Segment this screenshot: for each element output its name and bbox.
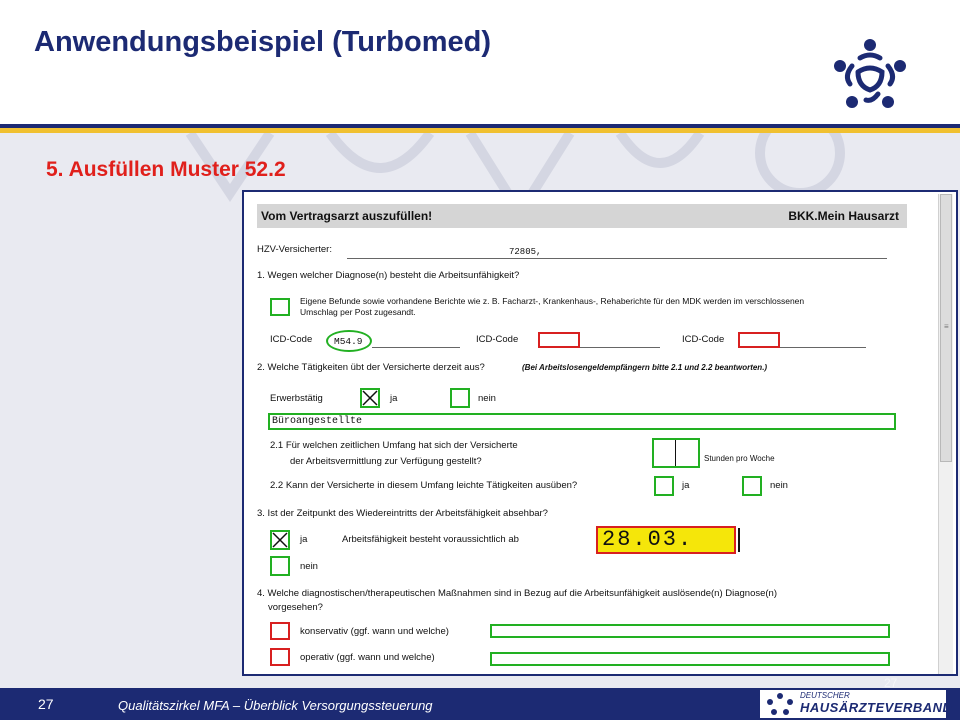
taetigkeit-field[interactable]: [268, 413, 896, 430]
q3-nein-checkbox[interactable]: [270, 556, 290, 576]
arbeitsfaehig-ab-date-value: 28.03.: [602, 527, 694, 552]
muster-52-form: [244, 192, 934, 674]
hausaerzteverband-logo: [760, 690, 953, 718]
footer-text: Qualitätszirkel MFA – Überblick Versorgungssteuerung: [118, 698, 433, 713]
section-subtitle: 5. Ausfüllen Muster 52.2: [46, 158, 286, 181]
brand-small: DEUTSCHER: [800, 691, 850, 700]
q21-line2: der Arbeitsvermittlung zur Verfügung gestellt?: [290, 456, 482, 467]
icd-value-1: M54.9: [334, 336, 363, 347]
icd-underline-3: [780, 347, 866, 348]
q1-note-line1: Eigene Befunde sowie vorhandene Berichte wie z. B. Facharzt-, Krankenhaus-, Rehaberichte für den MDK werden im verschlossenen: [300, 296, 805, 306]
operativ-checkbox[interactable]: [270, 648, 290, 666]
q21-line1: 2.1 Für welchen zeitlichen Umfang hat sich der Versicherte: [270, 440, 518, 451]
q22-nein-checkbox[interactable]: [742, 476, 762, 496]
q1-note-line2: Umschlag per Post zugesandt.: [300, 307, 416, 317]
erwerbstaetig-ja-checkbox[interactable]: [360, 388, 380, 408]
icd-field-3[interactable]: [738, 332, 780, 348]
form-screenshot: [242, 190, 958, 676]
stunden-field[interactable]: [652, 438, 700, 468]
question-2: 2. Welche Tätigkeiten übt der Versicherte derzeit aus?: [257, 362, 485, 373]
befunde-checkbox[interactable]: [270, 298, 290, 316]
q3-ja-checkbox[interactable]: [270, 530, 290, 550]
arbeitsfaehig-ab-date-field[interactable]: [596, 526, 736, 554]
operativ-field[interactable]: [490, 652, 890, 666]
question-2-note: (Bei Arbeitslosengeldempfängern bitte 2.1 und 2.2 beantworten.): [522, 363, 768, 372]
question-4-line1: 4. Welche diagnostischen/therapeutischen Maßnahmen sind in Bezug auf die Arbeitsunfähigkeit auslösende(n) Diagnose(n): [257, 588, 778, 599]
icd-underline-1: [372, 347, 460, 348]
question-4-line2: vorgesehen?: [268, 602, 323, 613]
form-header-right: BKK.Mein Hausarzt: [788, 209, 899, 223]
checkbox-x-icon: [272, 532, 288, 548]
q22-nein-label: nein: [770, 480, 788, 491]
scroll-grip-icon: ≡: [944, 322, 949, 331]
icd-label-1: ICD-Code: [270, 334, 313, 345]
icd-field-2[interactable]: [538, 332, 580, 348]
erwerbstaetig-nein-label: nein: [478, 393, 496, 404]
footer-bar: [0, 688, 960, 720]
question-3: 3. Ist der Zeitpunkt des Wiedereintritts der Arbeitsfähigkeit absehbar?: [257, 508, 548, 519]
form-header: [257, 204, 907, 228]
brand-big: HAUSÄRZTEVERBAND: [800, 700, 953, 715]
erwerbstaetig-nein-checkbox[interactable]: [450, 388, 470, 408]
q22-ja-checkbox[interactable]: [654, 476, 674, 496]
hausaerzte-logo-icon: [830, 36, 910, 112]
question-1: 1. Wegen welcher Diagnose(n) besteht die Arbeitsunfähigkeit?: [257, 270, 520, 281]
hzv-label: HZV-Versicherter:: [257, 244, 332, 255]
hausaerzteverband-icon: [766, 692, 794, 716]
ghost-page-number: 27: [884, 676, 898, 690]
hzv-underline: [347, 258, 887, 259]
hzv-value[interactable]: 72805,: [509, 247, 542, 257]
form-header-left: Vom Vertragsarzt auszufüllen!: [261, 209, 433, 223]
konservativ-checkbox[interactable]: [270, 622, 290, 640]
text-cursor: [738, 528, 740, 552]
stunden-label: Stunden pro Woche: [704, 454, 775, 463]
operativ-label: operativ (ggf. wann und welche): [300, 652, 435, 663]
icd-underline-2: [580, 347, 660, 348]
stunden-divider: [675, 440, 676, 466]
q3-ja-label: ja: [300, 534, 308, 545]
taetigkeit-value: Büroangestellte: [272, 416, 363, 427]
konservativ-field[interactable]: [490, 624, 890, 638]
icd-field-1[interactable]: [326, 330, 372, 352]
q22-ja-label: ja: [682, 480, 690, 491]
footer-page-number: 27: [38, 696, 54, 712]
erwerbstaetig-label: Erwerbstätig: [270, 393, 323, 404]
erwerbstaetig-ja-label: ja: [390, 393, 398, 404]
q3-nein-label: nein: [300, 561, 318, 572]
konservativ-label: konservativ (ggf. wann und welche): [300, 626, 449, 637]
checkbox-x-icon: [362, 390, 378, 406]
icd-label-3: ICD-Code: [682, 334, 725, 345]
form-scrollbar[interactable]: [938, 194, 953, 674]
arbeitsfaehigkeit-label: Arbeitsfähigkeit besteht voraussichtlich ab: [342, 534, 519, 545]
icd-label-2: ICD-Code: [476, 334, 519, 345]
slide-title: Anwendungsbeispiel (Turbomed): [34, 26, 492, 58]
scrollbar-thumb[interactable]: [940, 194, 952, 462]
question-2-2: 2.2 Kann der Versicherte in diesem Umfang leichte Tätigkeiten ausüben?: [270, 480, 578, 491]
